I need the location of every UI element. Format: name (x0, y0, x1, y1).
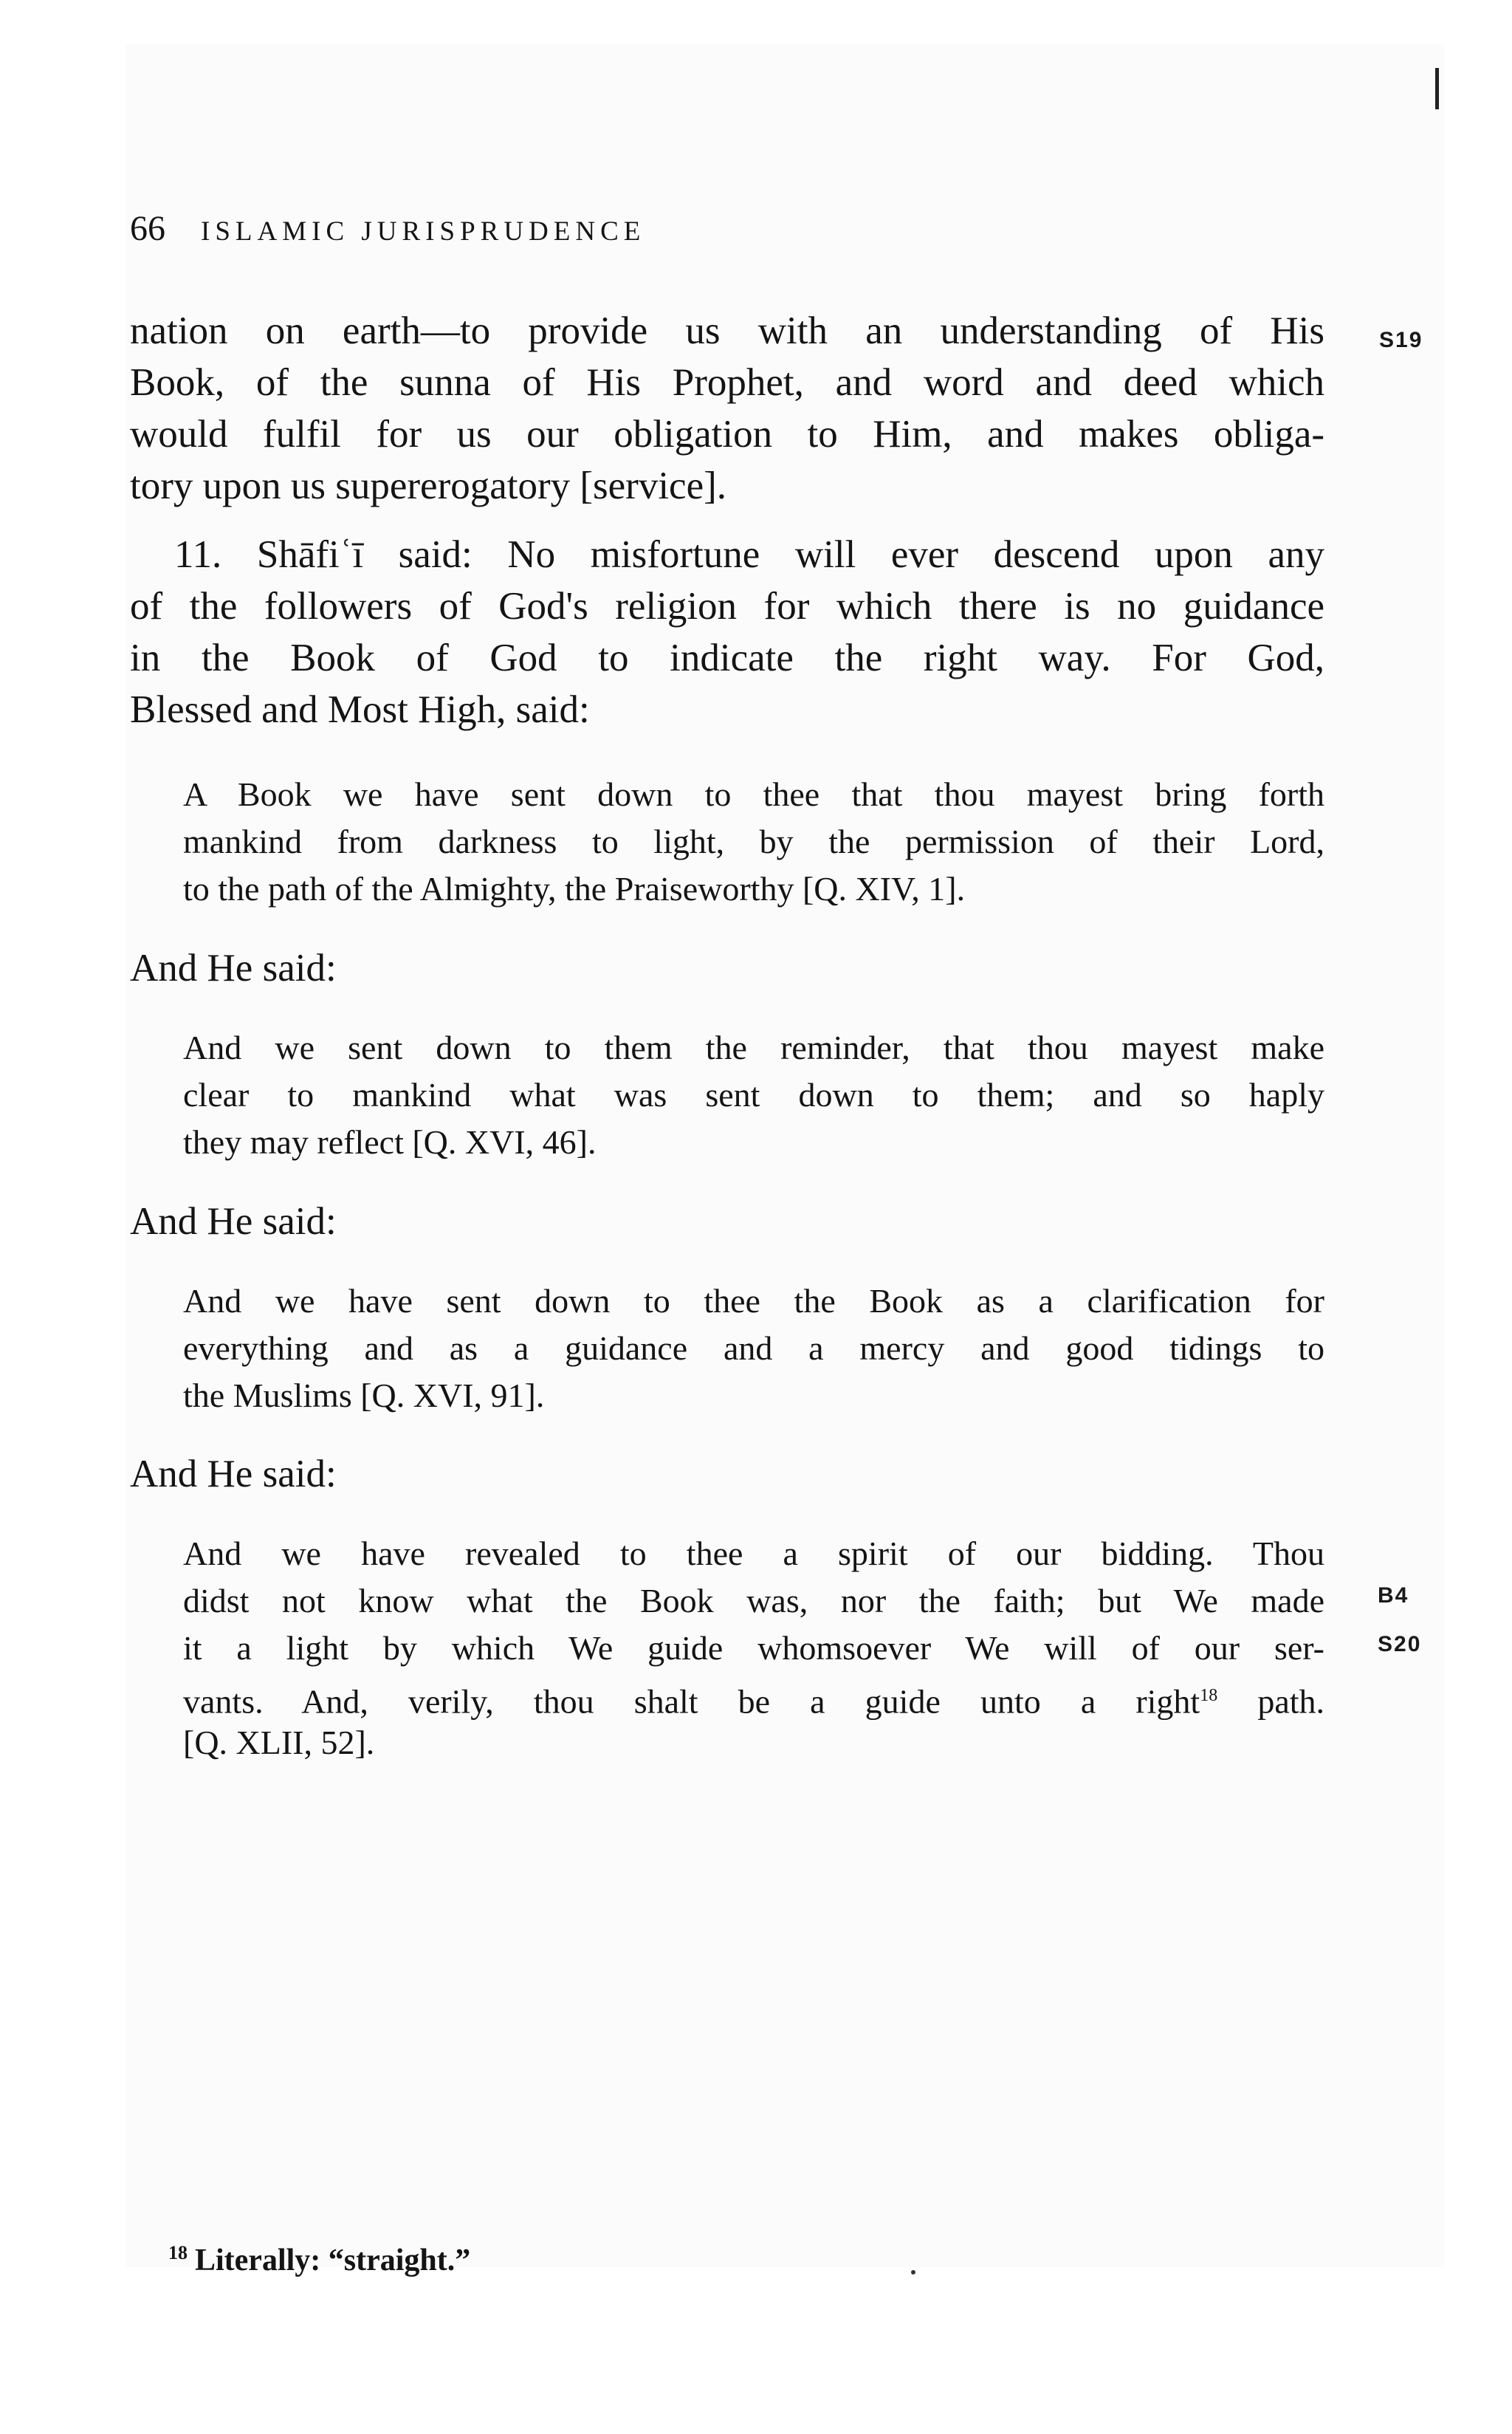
body-line: Blessed and Most High, said: (130, 688, 590, 731)
quote-line: And we sent down to them the reminder, that thou mayest make (183, 1029, 1324, 1066)
margin-note-b4: B4 (1378, 1583, 1409, 1608)
and-he-said: And He said: (130, 947, 337, 990)
footnote-text: Literally: “straight.” (195, 2243, 471, 2277)
quote-line-text: vants. And, verily, thou shalt be a guide unto a right (183, 1682, 1200, 1721)
body-line: nation on earth—to provide us with an understanding of His (130, 309, 1324, 352)
body-line: 11. Shāfiʿī said: No misfortune will ever descend upon any (174, 533, 1324, 576)
page-number: 66 (130, 209, 165, 248)
quote-line: clear to mankind what was sent down to them; and so haply (183, 1076, 1324, 1114)
margin-note-s19: S19 (1379, 328, 1423, 352)
quote-line: And we have revealed to thee a spirit of our bidding. Thou (183, 1535, 1324, 1572)
quote-line: [Q. XLII, 52]. (183, 1724, 375, 1761)
body-line: tory upon us supererogatory [service]. (130, 464, 726, 507)
quote-line: A Book we have sent down to thee that thou mayest bring forth (183, 775, 1324, 813)
body-line: would fulfil for us our obligation to Him, and makes obliga- (130, 413, 1324, 456)
body-line: Book, of the sunna of His Prophet, and word and deed which (130, 361, 1324, 404)
running-head (130, 208, 645, 249)
quote-line: And we have sent down to thee the Book as a clarification for (183, 1282, 1324, 1320)
margin-note-s20: S20 (1378, 1632, 1422, 1656)
footnote-reference: 18 (1200, 1686, 1218, 1705)
running-title: ISLAMIC JURISPRUDENCE (201, 216, 646, 247)
quote-line: to the path of the Almighty, the Praiseworthy [Q. XIV, 1]. (183, 870, 966, 908)
quote-line-text: path. (1257, 1682, 1325, 1721)
quote-line: didst not know what the Book was, nor the faith; but We made (183, 1582, 1324, 1619)
stray-mark (911, 2270, 915, 2274)
page-edge-mark (1435, 68, 1439, 109)
footnote-mark: 18 (168, 2242, 188, 2263)
quote-line: everything and as a guidance and a mercy and good tidings to (183, 1329, 1324, 1367)
quote-line: the Muslims [Q. XVI, 91]. (183, 1377, 545, 1414)
quote-line (183, 1672, 1324, 1725)
quote-line: they may reflect [Q. XVI, 46]. (183, 1123, 597, 1161)
quote-line: mankind from darkness to light, by the permission of their Lord, (183, 823, 1324, 860)
and-he-said: And He said: (130, 1200, 337, 1243)
quote-line: it a light by which We guide whomsoever We will of our ser- (183, 1629, 1324, 1667)
body-line: in the Book of God to indicate the right way. For God, (130, 637, 1324, 679)
and-he-said: And He said: (130, 1453, 337, 1495)
footnote (168, 2242, 470, 2278)
body-line: of the followers of God's religion for which there is no guidance (130, 585, 1324, 628)
